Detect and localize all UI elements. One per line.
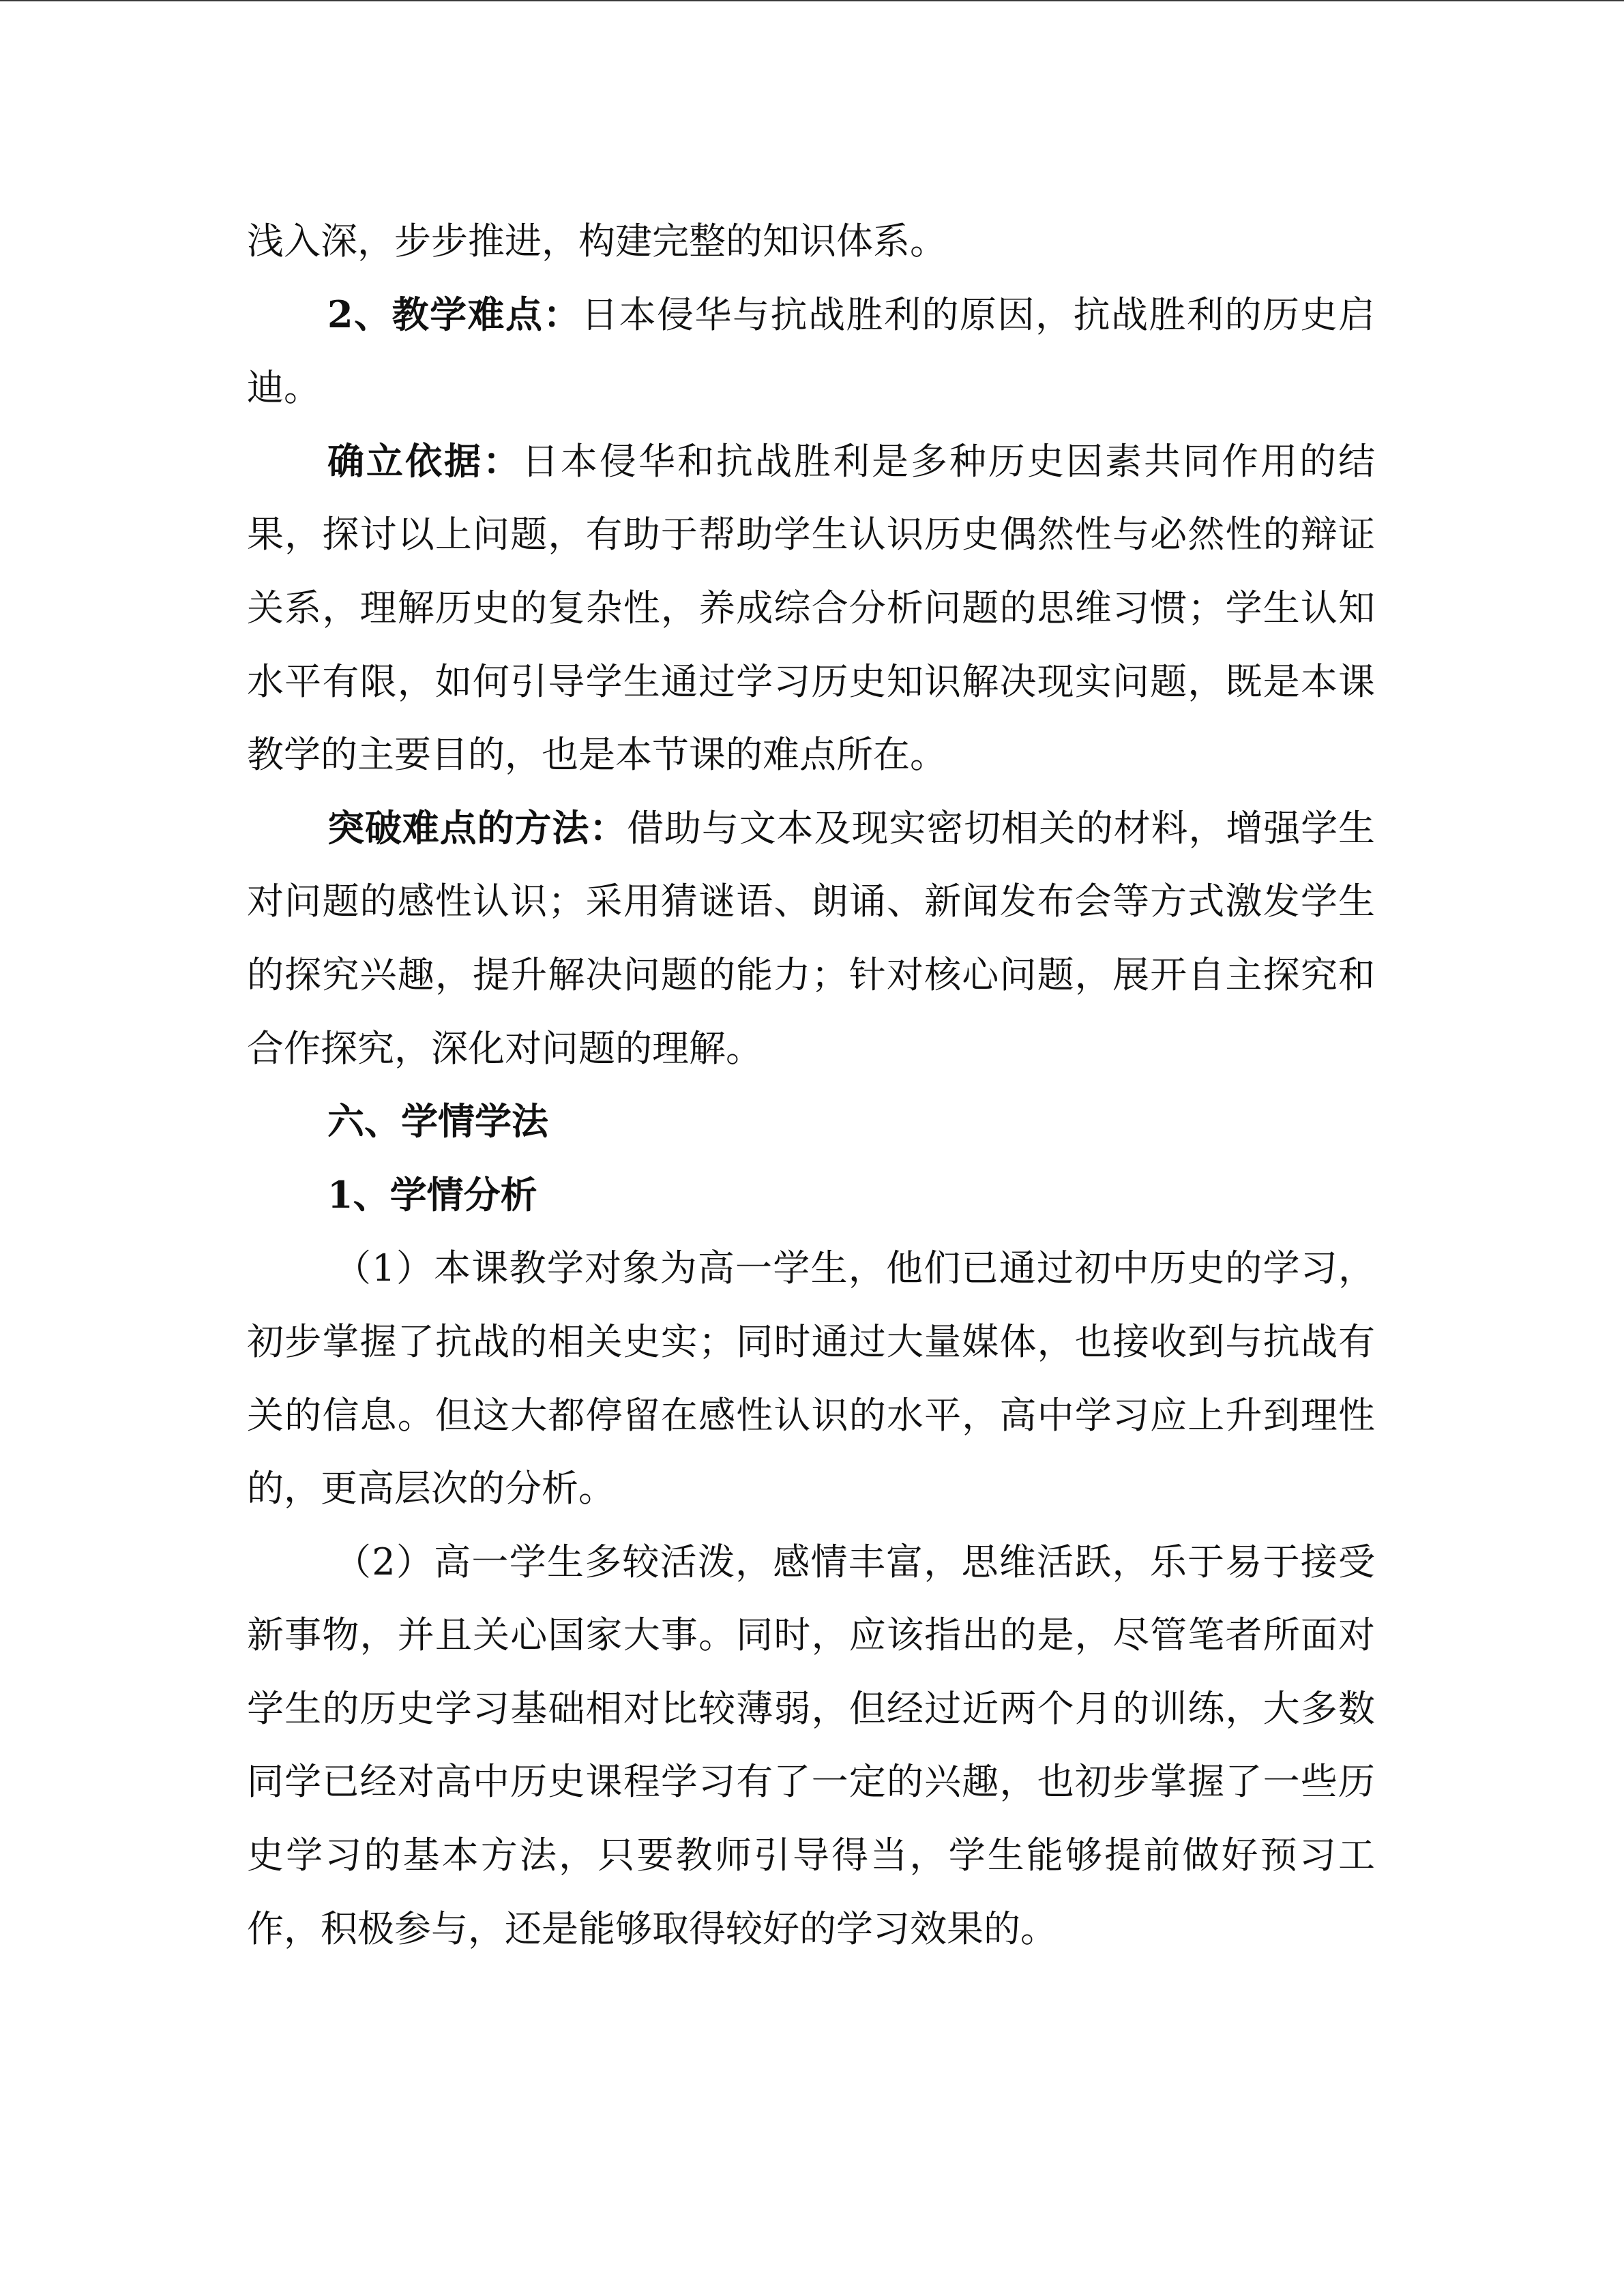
paragraph-continuation: 浅入深，步步推进，构建完整的知识体系。 bbox=[247, 220, 947, 263]
paragraph-teaching-difficulty bbox=[247, 278, 1375, 425]
subsection-heading-analysis: 1、学情分析 bbox=[327, 1172, 537, 1217]
label-method: 突破难点的方法： bbox=[327, 805, 628, 850]
document-body bbox=[247, 205, 1375, 1965]
text-basis: 日本侵华和抗战胜利是多种历史因素共同作用的结果，探讨以上问题，有助于帮助学生认识历史偶然性与必然性的辩证关系，理解历史的复杂性，养成综合分析问题的思维习惯；学生认知水平有限，如何引导学生通过学习历史知识解决现实问题，既是本课教学的主要目的，也是本节课的难点所在。 bbox=[247, 439, 1375, 777]
section-heading-learning: 六、学情学法 bbox=[327, 1099, 548, 1144]
text-teaching-difficulty: 日本侵华与抗战胜利的原因，抗战胜利的历史启迪。 bbox=[247, 293, 1376, 410]
paragraph-basis bbox=[247, 425, 1375, 792]
label-basis: 确立依据： bbox=[327, 438, 522, 483]
text-method: 借助与文本及现实密切相关的材料，增强学生对问题的感性认识；采用猜谜语、朗诵、新闻发布会等方式激发学生的探究兴趣，提升解决问题的能力；针对核心问题，展开自主探究和合作探究，深化对问题的理解。 bbox=[247, 806, 1376, 1070]
paragraph-analysis-2: （2）高一学生多较活泼，感情丰富，思维活跃，乐于易于接受新事物，并且关心国家大事。同时，应该指出的是，尽管笔者所面对学生的历史学习基础相对比较薄弱，但经过近两个月的训练，大多数同学已经对高中历史课程学习有了一定的兴趣，也初步掌握了一些历史学习的基本方法，只要教师引导得当，学生能够提前做好预习工作，积极参与，还是能够取得较好的学习效果的。 bbox=[247, 1540, 1375, 1950]
paragraph-analysis-1: （1）本课教学对象为高一学生，他们已通过初中历史的学习，初步掌握了抗战的相关史实；同时通过大量媒体，也接收到与抗战有关的信息。但这大都停留在感性认识的水平，高中学习应上升到理性的，更高层次的分析。 bbox=[247, 1247, 1375, 1510]
paragraph-method bbox=[247, 792, 1375, 1085]
label-teaching-difficulty: 2、教学难点： bbox=[327, 292, 582, 336]
